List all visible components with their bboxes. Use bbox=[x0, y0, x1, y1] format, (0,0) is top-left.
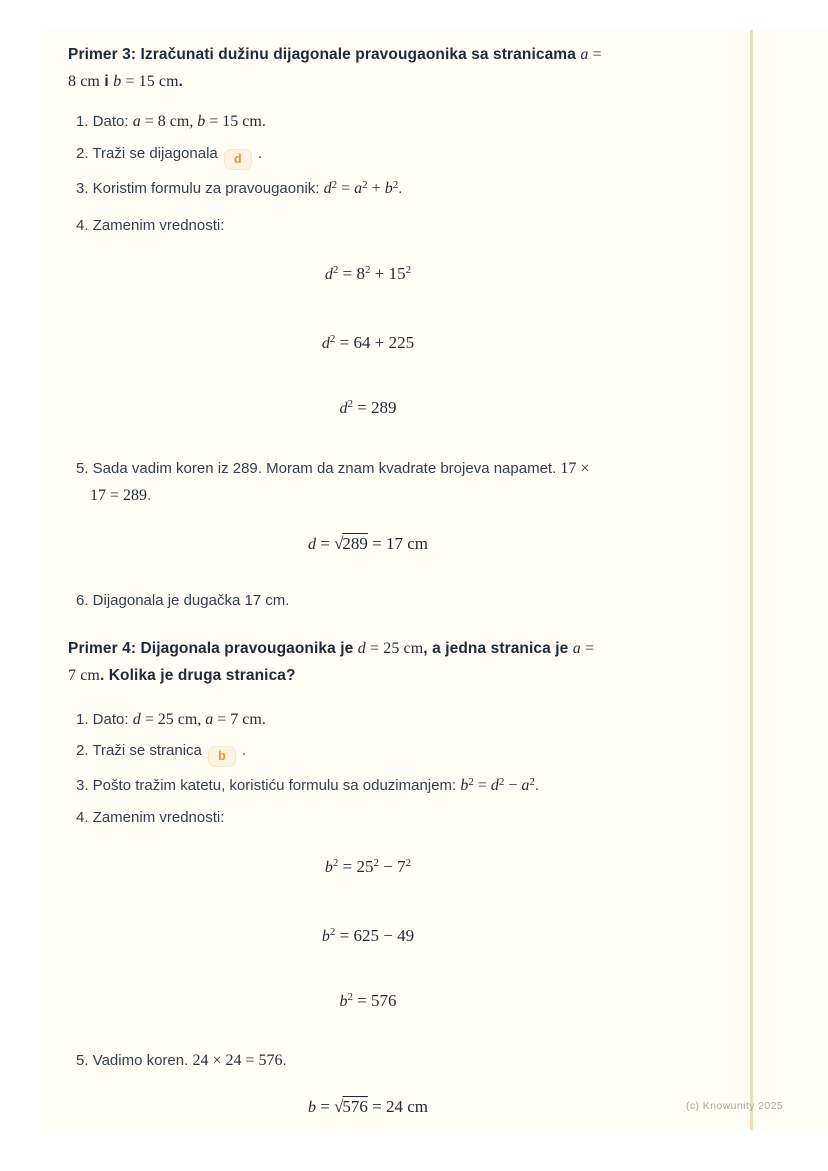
text-part: = 25 cm bbox=[365, 640, 424, 657]
text-part: 2 bbox=[392, 179, 399, 191]
text-part: b bbox=[460, 777, 469, 794]
primer4-step-3 bbox=[76, 775, 539, 797]
text-part: = 64 + 225 bbox=[335, 333, 415, 352]
text-part: 2 bbox=[329, 333, 336, 345]
text-part: 2 bbox=[332, 264, 339, 276]
document-page bbox=[42, 30, 828, 1130]
text-part: Primer 4: Dijagonala pravougaonika je bbox=[68, 640, 358, 657]
watermark: (c) Knowunity 2025 bbox=[686, 1100, 784, 1112]
text-part: a bbox=[521, 777, 530, 794]
text-part: 4. Zamenim vrednosti: bbox=[76, 809, 225, 826]
text-part: 2 bbox=[468, 776, 474, 788]
primer4-equation-3 bbox=[68, 990, 668, 1013]
text-part: = bbox=[315, 534, 335, 553]
text-part: √ bbox=[334, 534, 344, 553]
text-part: d bbox=[132, 711, 141, 728]
text-part: . bbox=[534, 777, 540, 794]
text-part: d bbox=[357, 640, 366, 657]
primer4-step-2 bbox=[76, 741, 246, 767]
text-part: = 25 cm, bbox=[140, 711, 206, 728]
text-part: = 15 cm bbox=[121, 73, 179, 90]
text-part: i bbox=[99, 73, 114, 90]
primer3-title-line1 bbox=[68, 44, 602, 66]
text-part: 2 bbox=[373, 857, 379, 869]
text-part: 17 = 289 bbox=[90, 487, 148, 504]
text-part: d bbox=[490, 777, 499, 794]
text-part: 2 bbox=[365, 264, 371, 276]
text-part: Primer 3: Izračunati dužinu dijagonale pravougaonika sa stranicama bbox=[68, 46, 581, 63]
primer4-title-line2 bbox=[68, 665, 296, 687]
primer3-step-2 bbox=[76, 144, 262, 170]
page-right-border bbox=[750, 30, 753, 1130]
text-part: 2 bbox=[331, 179, 338, 191]
text-part: 7 cm bbox=[68, 667, 100, 684]
text-part: 2 bbox=[362, 179, 368, 191]
text-part: d bbox=[339, 400, 348, 417]
text-part: + bbox=[367, 180, 385, 197]
text-part: √ bbox=[334, 1097, 344, 1116]
primer3-equation-2 bbox=[68, 332, 668, 355]
text-part: = bbox=[473, 777, 491, 794]
text-part: 3. Koristim formulu za pravougaonik: bbox=[76, 180, 324, 197]
text-part: 2 bbox=[529, 776, 535, 788]
primer4-equation-1 bbox=[68, 856, 668, 879]
text-part: 2 bbox=[329, 926, 336, 938]
text-part: . bbox=[398, 180, 403, 197]
text-part: 3. Pošto tražim katetu, koristiću formulu sa oduzimanjem: bbox=[76, 777, 461, 794]
text-part: d bbox=[324, 266, 333, 283]
text-part: . bbox=[282, 1052, 287, 1069]
text-part: = 8 cm, bbox=[140, 113, 198, 130]
text-part: = 17 cm bbox=[367, 534, 429, 553]
inline-code-badge: b bbox=[208, 746, 236, 767]
text-part: 2 bbox=[332, 857, 339, 869]
text-part: . bbox=[147, 487, 152, 504]
text-part: 2. Traži se dijagonala bbox=[76, 145, 222, 162]
text-part: 5. Vadimo koren. bbox=[76, 1052, 193, 1069]
primer3-step-6 bbox=[76, 591, 289, 611]
text-part: a bbox=[580, 46, 589, 63]
primer3-step-3 bbox=[76, 178, 402, 200]
text-part: = 24 cm bbox=[367, 1097, 429, 1116]
text-part: a bbox=[354, 180, 363, 197]
primer3-equation-1 bbox=[68, 263, 668, 286]
text-part: = 576 bbox=[352, 991, 397, 1010]
text-part: 6. Dijagonala je dugačka 17 cm. bbox=[76, 592, 290, 609]
text-part: = 15 cm. bbox=[205, 113, 266, 130]
text-part: = 289 bbox=[352, 398, 397, 417]
text-part: b bbox=[197, 113, 206, 130]
text-part: b bbox=[384, 180, 393, 197]
text-part: . bbox=[178, 73, 184, 90]
text-part: . bbox=[237, 742, 247, 759]
primer4-step-1 bbox=[76, 709, 266, 731]
primer3-title-line2 bbox=[68, 71, 183, 93]
text-part: 5. Sada vadim koren iz 289. Moram da znam kvadrate brojeva napamet. bbox=[76, 460, 561, 477]
text-part: = bbox=[588, 46, 602, 63]
text-part: = bbox=[580, 640, 595, 657]
primer3-step-5-line1 bbox=[76, 458, 589, 480]
primer3-step-4 bbox=[76, 216, 224, 236]
text-part: 8 cm bbox=[68, 73, 100, 90]
primer4-step-4 bbox=[76, 808, 224, 828]
text-part: − 7 bbox=[379, 857, 406, 876]
text-part: 2 bbox=[405, 857, 412, 869]
text-part: . Kolika je druga stranica? bbox=[99, 667, 296, 684]
text-part: d bbox=[323, 180, 332, 197]
text-part: 2 bbox=[405, 264, 412, 276]
primer3-equation-3 bbox=[68, 397, 668, 420]
text-part: 576 bbox=[342, 1097, 368, 1116]
text-part: 2 bbox=[498, 776, 505, 788]
text-part: 2 bbox=[347, 398, 353, 410]
text-part: a bbox=[205, 711, 214, 728]
text-part: b bbox=[324, 859, 333, 876]
text-part: 4. Zamenim vrednosti: bbox=[76, 217, 225, 234]
text-part: = 7 cm. bbox=[213, 711, 266, 728]
text-part: = bbox=[315, 1097, 335, 1116]
text-part: . bbox=[253, 145, 263, 162]
text-part: b bbox=[339, 993, 348, 1010]
text-part: d bbox=[321, 335, 330, 352]
text-part: b bbox=[307, 1099, 316, 1116]
text-part: d bbox=[307, 536, 316, 553]
text-part: 2 bbox=[347, 991, 353, 1003]
text-part: = 25 bbox=[338, 857, 374, 876]
text-part: + 15 bbox=[370, 264, 406, 283]
primer4-equation-2 bbox=[68, 925, 668, 948]
text-part: 24 × 24 = 576 bbox=[192, 1052, 283, 1069]
text-part: , a jedna stranica je bbox=[423, 640, 573, 657]
text-part: b bbox=[321, 928, 330, 945]
text-part: − bbox=[504, 777, 522, 794]
primer4-title-line1 bbox=[68, 638, 594, 660]
inline-code-badge: d bbox=[224, 149, 252, 170]
primer4-step-5 bbox=[76, 1050, 287, 1072]
text-part: a bbox=[572, 640, 581, 657]
text-part: a bbox=[132, 113, 141, 130]
text-part: 1. Dato: bbox=[76, 711, 133, 728]
text-part: 289 bbox=[342, 534, 368, 553]
text-part: 2. Traži se stranica bbox=[76, 742, 207, 759]
text-part: b bbox=[113, 73, 122, 90]
primer3-step-1 bbox=[76, 111, 266, 133]
primer3-equation-result bbox=[68, 533, 668, 556]
text-part: 1. Dato: bbox=[76, 113, 133, 130]
primer3-step-5-line2 bbox=[90, 485, 151, 507]
text-part: = 8 bbox=[338, 264, 365, 283]
text-part: 17 × bbox=[560, 460, 590, 477]
text-part: = bbox=[337, 180, 355, 197]
primer4-equation-result bbox=[68, 1096, 668, 1119]
text-part: = 625 − 49 bbox=[335, 926, 415, 945]
